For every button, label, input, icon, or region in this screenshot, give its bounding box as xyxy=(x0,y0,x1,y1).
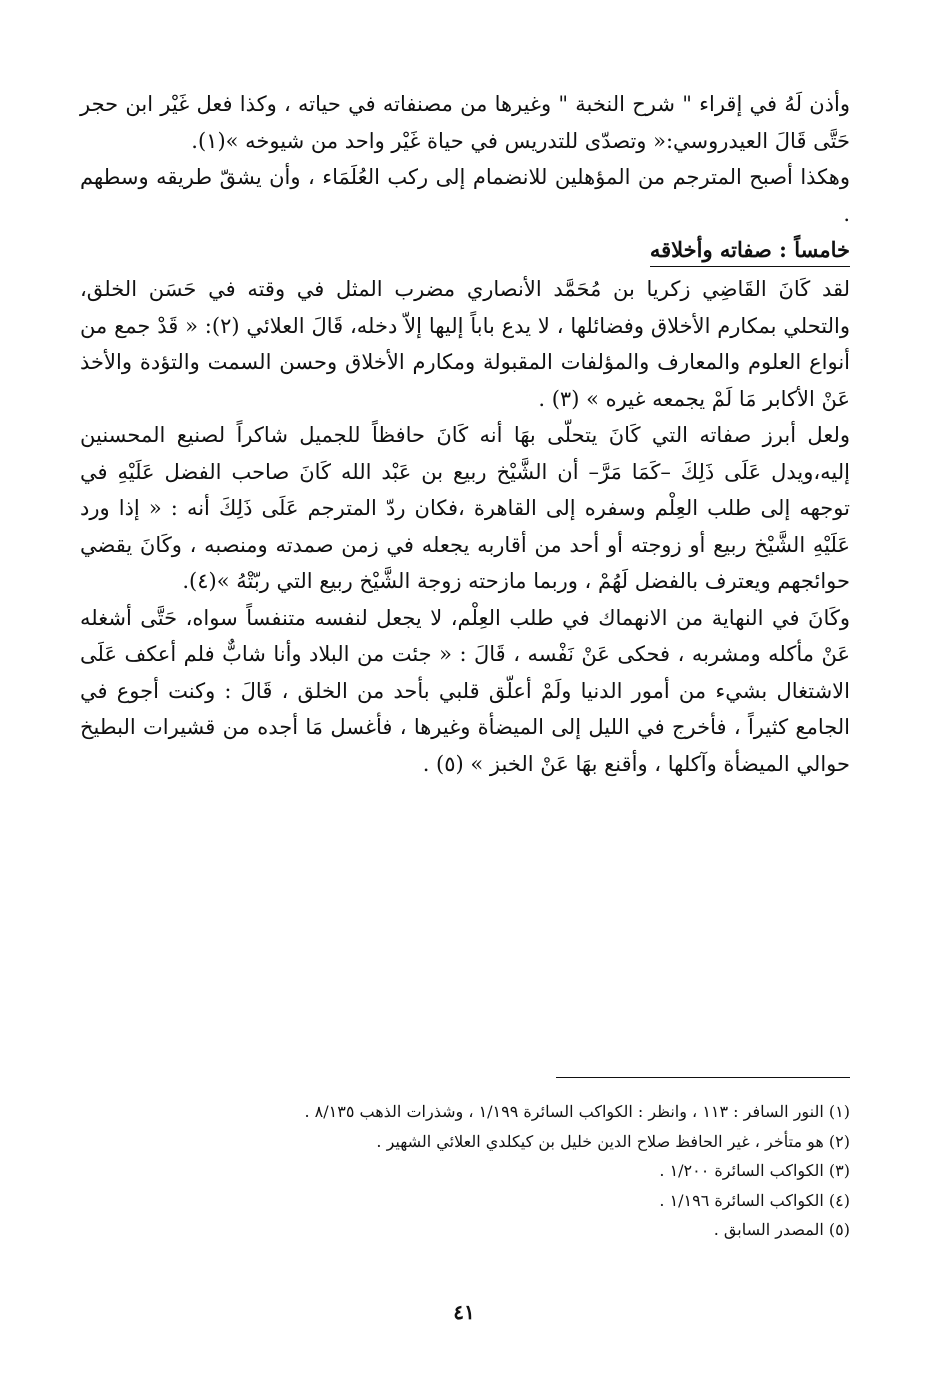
paragraph-scholars: وهكذا أصبح المترجم من المؤهلين للانضمام إلى ركب العُلَمَاء ، وأن يشقّ طريقه وسطهم . xyxy=(80,165,850,226)
footnote-3: (٣) الكواكب السائرة ١/٢٠٠ . xyxy=(659,1161,850,1180)
main-text xyxy=(80,86,850,782)
paragraph-devotion: وكَانَ في النهاية من الانهماك في طلب العِلْم، لا يجعل لنفسه متنفساً سواه، حَتَّى أشغله عَنْ مأكله ومشربه ، فحكى عَنْ نَفْسه ، قَالَ : « جئت من البلاد وأنا شابٌّ فلم أعكف عَلَى الاشتغال بشيء من أمور الدنيا ولَمْ أعلّق قلبي بأحد من الخلق ، قَالَ : وكنت أجوع في الجامع كثيراً ، فأخرج في الليل إلى الميضأة وغيرها ، فأغسل مَا أجده من قشيرات البطيخ حوالي الميضأة وآكلها ، وأقنع بهَا عَنْ الخبز » (٥) . xyxy=(80,605,850,776)
footnote-5: (٥) المصدر السابق . xyxy=(713,1220,850,1239)
paragraph-character: لقد كَانَ القَاضِي زكريا بن مُحَمَّد الأنصاري مضرب المثل في وقته في حَسَن الخلق، والتحلي بمكارم الأخلاق وفضائلها ، لا يدع باباً إليها إلاّ دخله، قَالَ العلائي (٢): « قَدْ جمع من أنواع العلوم والمعارف والمؤلفات المقبولة ومكارم الأخلاق وحسن السمت والتؤدة والأخذ عَنْ الأكابر مَا لَمْ يجمعه غيره » (٣) . xyxy=(80,277,850,411)
footnote-divider xyxy=(556,1077,850,1078)
paragraph-gratitude: ولعل أبرز صفاته التي كَانَ يتحلّى بهَا أنه كَانَ حافظاً للجميل شاكراً لصنيع المحسنين إليه،ويدل عَلَى ذَلِكَ –كَمَا مَرَّ– أن الشَّيْخ ربيع بن عَبْد الله كَانَ صاحب الفضل عَلَيْهِ في توجهه إلى طلب العِلْم وسفره إلى القاهرة ،فكان ردّ المترجم عَلَى ذَلِكَ أنه : « إذا ورد عَلَيْهِ الشَّيْخ ربيع أو زوجته أو أحد من أقاربه يجعله في زمن صمدته ومنصبه ، وكَانَ يقضي حوائجهم ويعترف بالفضل لَهُمْ ، وربما مازحته زوجة الشَّيْخ ربيع التي ربّتْهُ »(٤). xyxy=(80,423,850,593)
footnote-1: (١) النور السافر : ١١٣ ، وانظر : الكواكب السائرة ١/١٩٩ ، وشذرات الذهب ٨/١٣٥ . xyxy=(304,1102,850,1121)
section-heading: خامساً : صفاته وأخلاقه xyxy=(650,235,850,267)
paragraph-permission: وأذن لَهُ في إقراء " شرح النخبة " وغيرها من مصنفاته في حياته ، وكذا فعل غَيْر ابن حجر حَتَّى قَالَ العيدروسي:« وتصدّى للتدريس في حياة غَيْر واحد من شيوخه »(١). xyxy=(80,92,850,153)
page-number: ٤١ xyxy=(453,1300,475,1324)
footnote-2: (٢) هو متأخر ، غير الحافظ صلاح الدين خليل بن كيكلدي العلائي الشهير . xyxy=(376,1131,850,1151)
footnotes xyxy=(80,1097,850,1245)
footnote-4: (٤) الكواكب السائرة ١/١٩٦ . xyxy=(659,1190,850,1210)
section-heading-wrap xyxy=(80,232,850,271)
